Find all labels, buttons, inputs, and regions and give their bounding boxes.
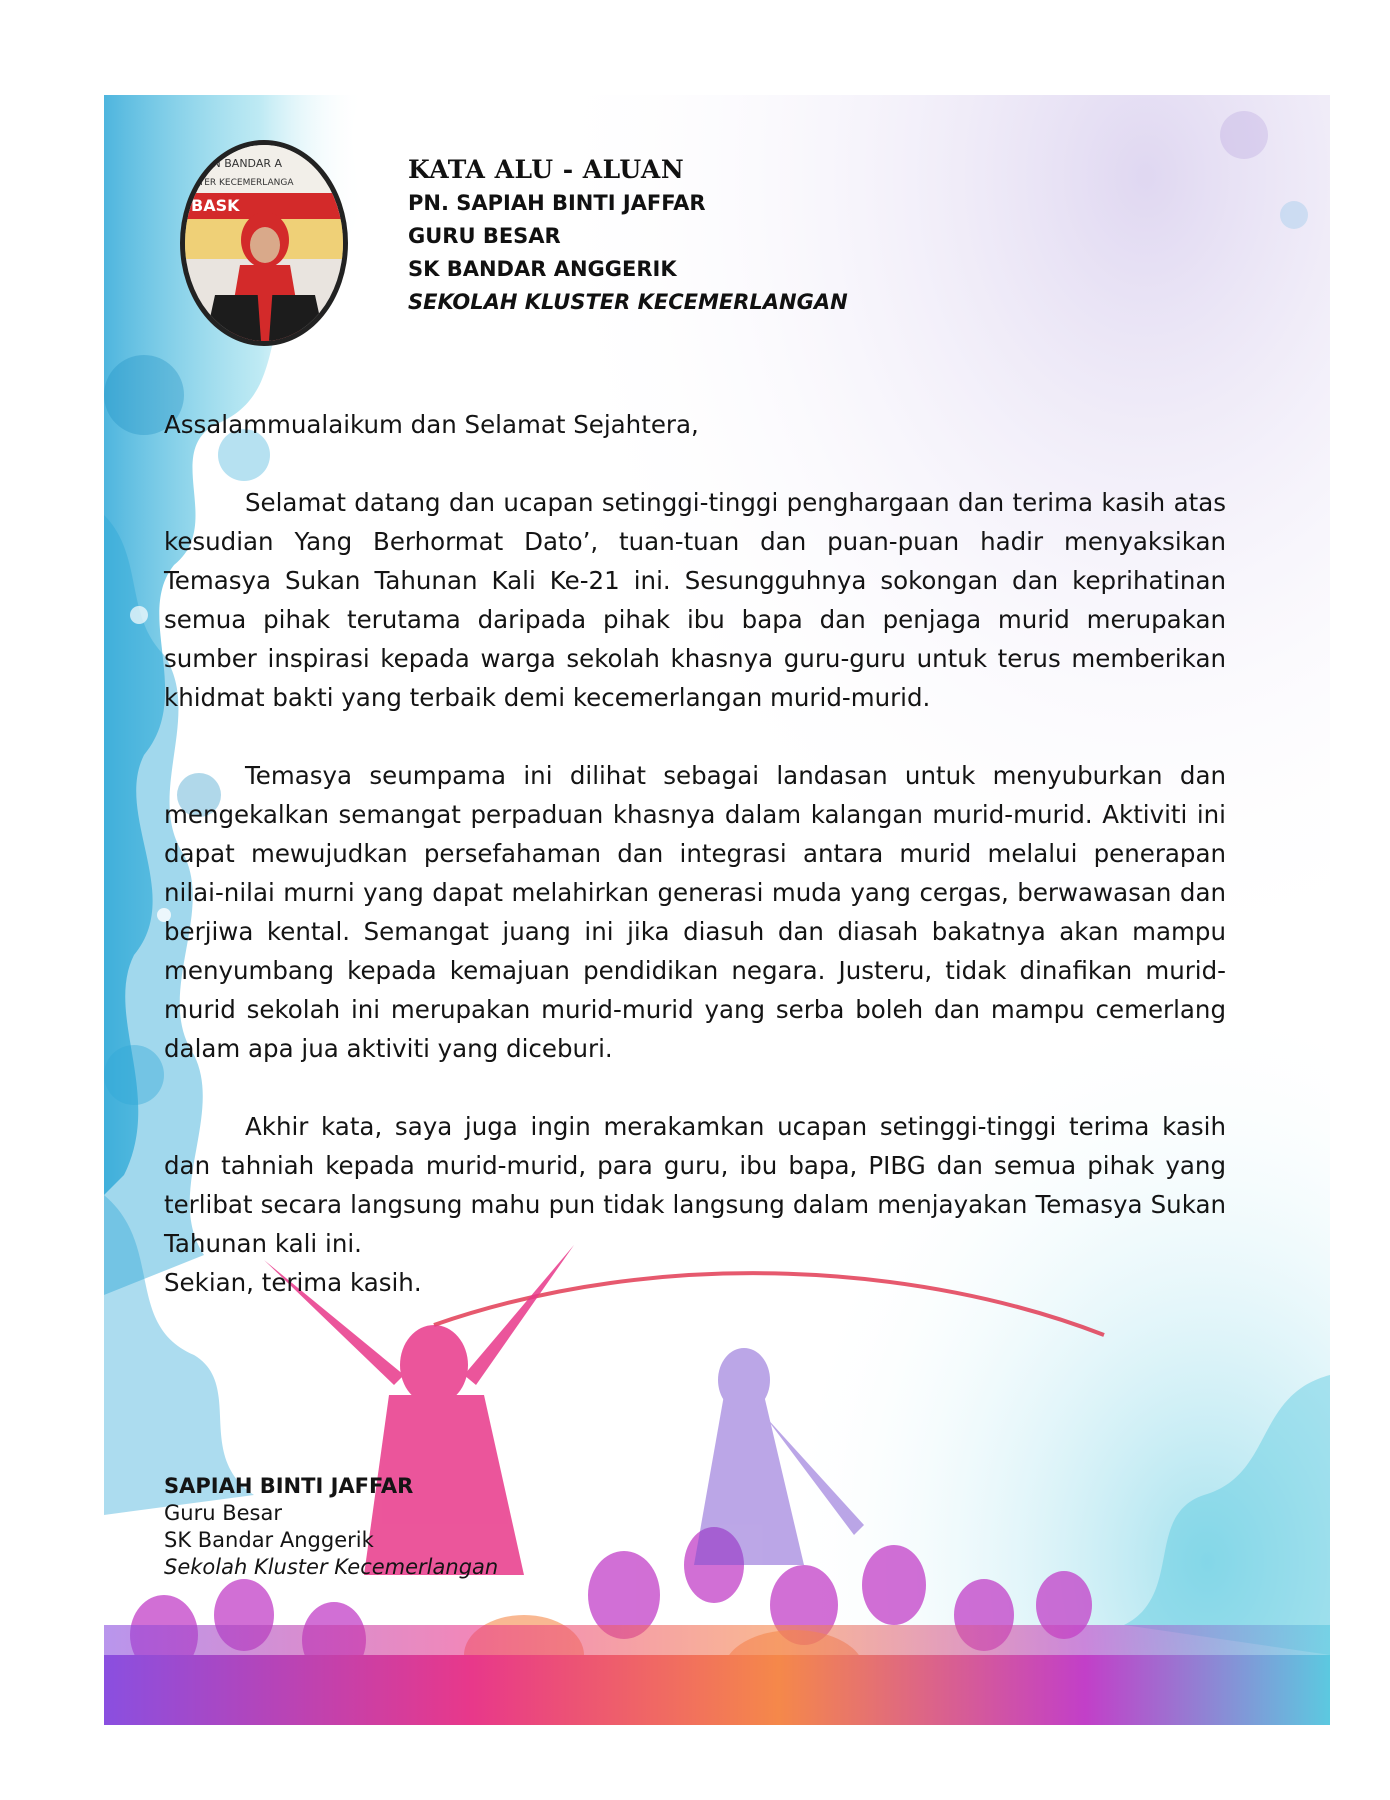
portrait-photo-icon xyxy=(185,145,343,341)
signature-school: SK Bandar Anggerik xyxy=(164,1528,374,1552)
greeting: Assalammualaikum dan Selamat Sejahtera, xyxy=(164,410,699,439)
document-title: KATA ALU - ALUAN xyxy=(408,155,685,184)
photo-banner-text-3: BASK xyxy=(191,196,240,215)
school-name: SK BANDAR ANGGERIK xyxy=(408,257,677,281)
speech-body xyxy=(164,405,1226,1302)
photo-banner-text: AN BANDAR A xyxy=(205,157,283,170)
author-name: PN. SAPIAH BINTI JAFFAR xyxy=(408,191,706,215)
author-position: GURU BESAR xyxy=(408,224,561,248)
signature-name: SAPIAH BINTI JAFFAR xyxy=(164,1474,414,1498)
paragraph-2: Temasya seumpama ini dilihat sebagai landasan untuk menyuburkan dan mengekalkan semangat perpaduan khasnya dalam kalangan murid-murid. Aktiviti ini dapat mewujudkan persefahaman dan integrasi antara murid melalui penerapan nilai-nilai murni yang dapat melahirkan generasi muda yang cergas, berwawasan dan berjiwa kental. Semangat juang ini jika diasuh dan diasah bakatnya akan mampu menyumbang kepada kemajuan pendidikan negara. Justeru, tidak dinafikan murid-murid sekolah ini merupakan murid-murid yang serba boleh dan mampu cemerlang dalam apa jua aktiviti yang diceburi. xyxy=(164,761,1226,1063)
signature-position: Guru Besar xyxy=(164,1501,282,1525)
school-cluster: SEKOLAH KLUSTER KECEMERLANGAN xyxy=(408,290,848,314)
closing-line: Sekian, terima kasih. xyxy=(164,1268,422,1297)
signature-block xyxy=(164,1473,498,1581)
paragraph-1: Selamat datang dan ucapan setinggi-tinggi penghargaan dan terima kasih atas kesudian Yang Berhormat Dato’, tuan-tuan dan puan-puan hadir menyaksikan Temasya Sukan Tahunan Kali Ke-21 ini. Sesungguhnya sokongan dan keprihatinan semua pihak terutama daripada pihak ibu bapa dan penjaga murid merupakan sumber inspirasi kepada warga sekolah khasnya guru-guru untuk terus memberikan khidmat bakti yang terbaik demi kecemerlangan murid-murid. xyxy=(164,488,1226,712)
signature-cluster: Sekolah Kluster Kecemerlangan xyxy=(164,1555,499,1579)
portrait-photo xyxy=(180,140,348,346)
photo-banner-text-2: STER KECEMERLANGA xyxy=(193,178,294,188)
paragraph-3: Akhir kata, saya juga ingin merakamkan ucapan setinggi-tinggi terima kasih dan tahniah kepada murid-murid, para guru, ibu bapa, PIBG dan semua pihak yang terlibat secara langsung mahu pun tidak langsung dalam menjayakan Temasya Sukan Tahunan kali ini. xyxy=(164,1112,1226,1258)
header-block xyxy=(408,153,848,319)
document-page xyxy=(104,95,1330,1725)
